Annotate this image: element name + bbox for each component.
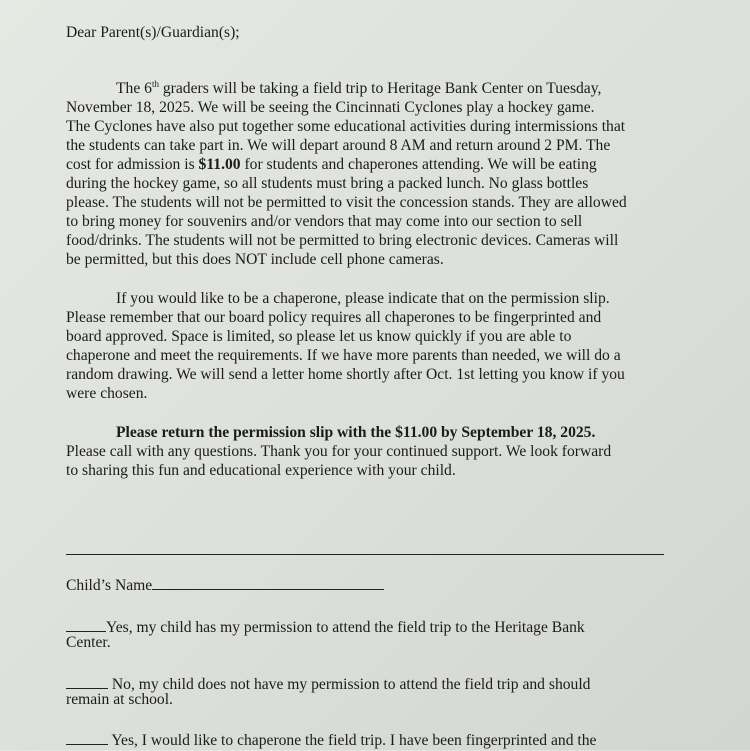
paragraph-line: Please remember that our board policy requires all chaperones to be fingerprinted and: [66, 309, 602, 326]
checkbox-blank[interactable]: [66, 676, 108, 689]
paragraph-line: random drawing. We will send a letter home shortly after Oct. 1st letting you know if you: [66, 366, 625, 383]
tear-off-divider: [66, 554, 664, 555]
paragraph-line: [116, 79, 601, 99]
text-span: graders will be taking a field trip to Heritage Bank Center on Tuesday,: [158, 80, 602, 97]
paragraph-line: please. The students will not be permitted to visit the concession stands. They are allowed: [66, 194, 627, 211]
paragraph-line: be permitted, but this does NOT include cell phone cameras.: [66, 251, 444, 268]
option-line: [66, 618, 585, 638]
checkbox-blank[interactable]: [66, 619, 106, 632]
paragraph-line: If you would like to be a chaperone, please indicate that on the permission slip.: [116, 290, 610, 307]
paragraph-line: [66, 155, 597, 175]
paragraph-line: during the hockey game, so all students must bring a packed lunch. No glass bottles: [66, 175, 589, 192]
paragraph-line: board approved. Space is limited, so please let us know quickly if you are able to: [66, 328, 572, 345]
option-line: Center.: [66, 634, 111, 651]
admission-price: $11.00: [198, 156, 241, 173]
paragraph-line: food/drinks. The students will not be permitted to bring electronic devices. Cameras will: [66, 232, 619, 249]
text-span: cost for admission is: [66, 156, 199, 173]
child-name-label: Child’s Name: [66, 577, 153, 594]
greeting: Dear Parent(s)/Guardian(s);: [66, 24, 240, 41]
option-line: [66, 731, 596, 751]
paragraph-line: the students can take part in. We will depart around 8 AM and return around 2 PM. The: [66, 137, 611, 154]
paragraph-line: to sharing this fun and educational experience with your child.: [66, 462, 456, 479]
paragraph-line: to bring money for souvenirs and/or vendors that may come into our section to sell: [66, 213, 583, 230]
text-span: The 6: [116, 80, 152, 97]
child-name-field[interactable]: [152, 577, 384, 590]
paragraph-line: The Cyclones have also put together some educational activities during intermissions that: [66, 118, 626, 135]
option-text: No, my child does not have my permission to attend the field trip and should: [108, 676, 591, 693]
ordinal-suffix: th: [151, 78, 159, 89]
option-text: Yes, my child has my permission to attend the field trip to the Heritage Bank: [106, 619, 585, 636]
paragraph-line: November 18, 2025. We will be seeing the Cincinnati Cyclones play a hockey game.: [66, 99, 595, 116]
paragraph-line: chaperone and meet the requirements. If we have more parents than needed, we will do a: [66, 347, 621, 364]
option-line: remain at school.: [66, 691, 173, 708]
child-name-row: [66, 576, 384, 596]
return-deadline: Please return the permission slip with the $11.00 by September 18, 2025.: [116, 424, 596, 441]
option-text: Yes, I would like to chaperone the field trip. I have been fingerprinted and the: [108, 732, 597, 749]
paragraph-line: were chosen.: [66, 385, 148, 402]
paragraph-line: Please call with any questions. Thank you for your continued support. We look forward: [66, 443, 612, 460]
checkbox-blank[interactable]: [66, 732, 108, 745]
text-span: for students and chaperones attending. We will be eating: [240, 156, 597, 173]
